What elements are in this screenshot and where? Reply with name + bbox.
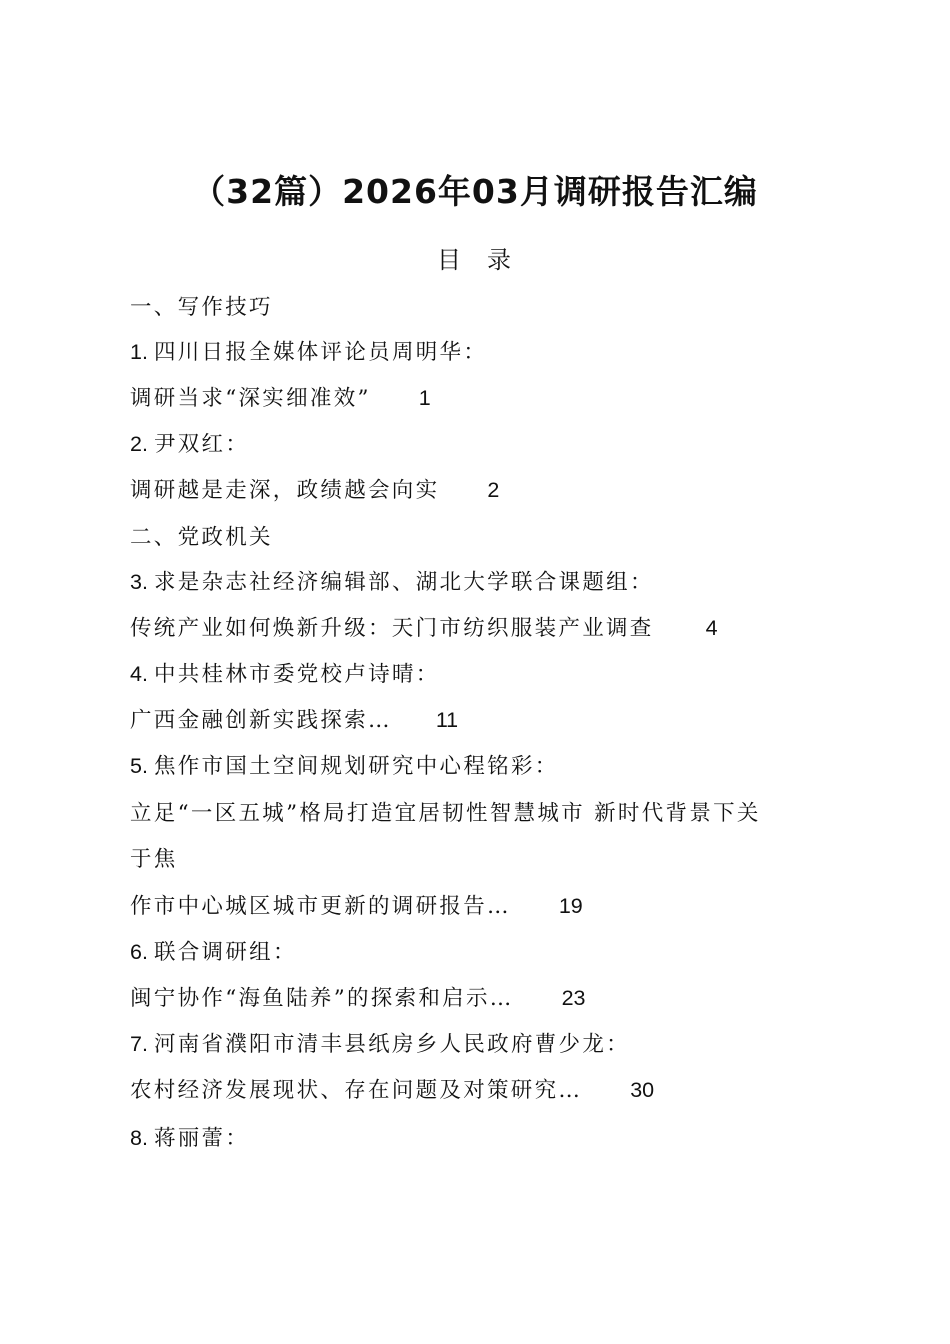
toc-entry-author-text: 河南省濮阳市清丰县纸房乡人民政府曹少龙： bbox=[153, 1032, 630, 1057]
toc-entry-title-text: 作市中心城区城市更新的调研报告… bbox=[130, 894, 511, 919]
toc-entry-author bbox=[130, 1120, 850, 1157]
toc-entry-number: 3. bbox=[130, 570, 148, 594]
toc-heading-char-1: 目 bbox=[437, 246, 463, 274]
toc-entry-number: 5. bbox=[130, 754, 148, 778]
toc-entry-title-text: 农村经济发展现状、存在问题及对策研究… bbox=[130, 1078, 583, 1103]
toc-entry-title-line-2 bbox=[130, 888, 850, 925]
toc-entry-number: 1. bbox=[130, 340, 148, 364]
toc-entry-author bbox=[130, 564, 850, 601]
toc-heading-char-2: 录 bbox=[487, 246, 513, 274]
toc-entry-title bbox=[130, 1072, 850, 1109]
toc-page-number: 4 bbox=[705, 616, 718, 640]
toc-entry-title bbox=[130, 472, 850, 509]
toc-entry-title-text: 闽宁协作“海鱼陆养”的探索和启示… bbox=[130, 986, 514, 1011]
toc-entry-author bbox=[130, 1026, 850, 1063]
toc-entry-title bbox=[130, 610, 850, 647]
toc-entry-author bbox=[130, 334, 850, 371]
toc-page-number: 2 bbox=[487, 478, 500, 502]
toc-entry-number: 4. bbox=[130, 662, 148, 686]
toc-page-number: 1 bbox=[418, 386, 431, 410]
toc-entry-title-text: 调研当求“深实细准效” bbox=[130, 386, 371, 411]
toc-page-number: 11 bbox=[435, 708, 459, 732]
toc-page-number: 19 bbox=[558, 894, 583, 918]
toc-section-heading: 一、写作技巧 bbox=[130, 295, 273, 320]
toc-page-number: 30 bbox=[630, 1078, 655, 1102]
toc-entry-author-text: 求是杂志社经济编辑部、湖北大学联合课题组： bbox=[153, 570, 654, 595]
toc-entry-number: 7. bbox=[130, 1032, 148, 1056]
toc-entry-title bbox=[130, 380, 850, 417]
toc-entry-author-text: 蒋丽蕾： bbox=[153, 1126, 250, 1151]
toc-entry-author-text: 四川日报全媒体评论员周明华： bbox=[153, 340, 488, 365]
toc-entry-number: 8. bbox=[130, 1126, 148, 1150]
toc-heading bbox=[0, 242, 950, 278]
toc-entry-title-text: 调研越是走深，政绩越会向实 bbox=[130, 478, 440, 503]
toc-page-number: 23 bbox=[561, 986, 586, 1010]
toc-entry-author-text: 尹双红： bbox=[153, 432, 250, 457]
toc-entry-author bbox=[130, 656, 850, 693]
toc-entry-title bbox=[130, 702, 850, 739]
toc-entry-number: 6. bbox=[130, 940, 148, 964]
toc-entry-title-line-1-wrap bbox=[130, 842, 850, 878]
toc-entry-author bbox=[130, 748, 850, 785]
toc-entry-author-text: 焦作市国土空间规划研究中心程铭彩： bbox=[153, 754, 559, 779]
toc-section-heading: 二、党政机关 bbox=[130, 525, 273, 550]
toc-entry-author bbox=[130, 426, 850, 463]
toc-entry-title-wrap-text: 于焦 bbox=[130, 847, 178, 872]
toc-entry-title-line-1 bbox=[130, 796, 850, 832]
toc-entry-author-text: 中共桂林市委党校卢诗晴： bbox=[153, 662, 440, 687]
toc-entry-author bbox=[130, 934, 850, 971]
toc-entry-title-text: 广西金融创新实践探索… bbox=[130, 708, 392, 733]
toc-entry-title-text: 立足“一区五城”格局打造宜居韧性智慧城市 新时代背景下关 bbox=[130, 801, 761, 826]
toc-entry-number: 2. bbox=[130, 432, 148, 456]
toc-entry-title-text: 传统产业如何焕新升级：天门市纺织服装产业调查 bbox=[130, 616, 654, 641]
document-title: （32篇）2026年03月调研报告汇编 bbox=[192, 172, 758, 211]
toc-entry-author-text: 联合调研组： bbox=[153, 940, 297, 965]
toc-entry-title bbox=[130, 980, 850, 1017]
